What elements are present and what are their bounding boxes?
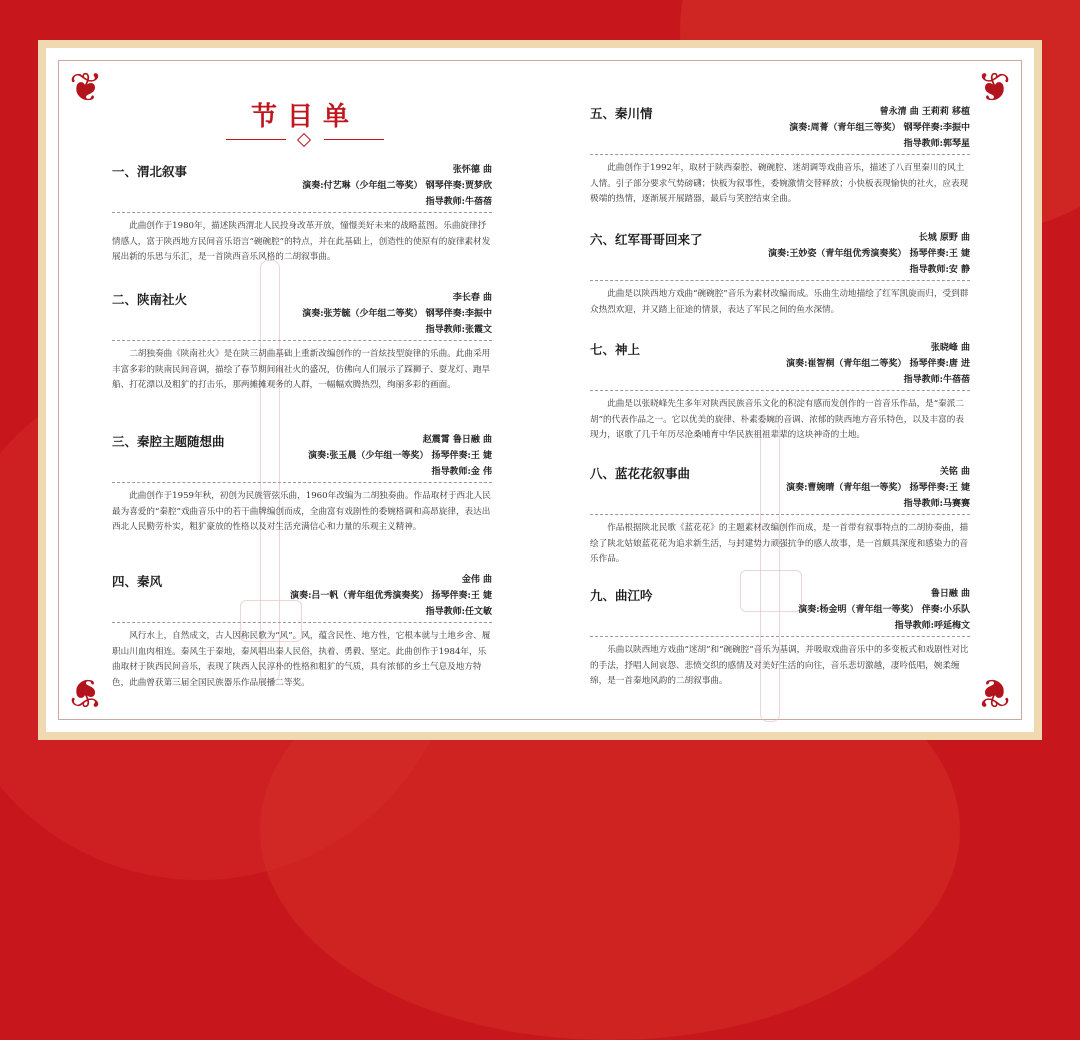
divider [590, 636, 970, 637]
page-title: 节目单 [250, 102, 359, 132]
divider [112, 340, 492, 341]
composer: 赵震霄 鲁日融 曲 [422, 435, 492, 445]
page-title-block [220, 96, 390, 145]
piece-title: 九、曲江吟 [590, 588, 653, 603]
corner-ornament-icon: ❦ [977, 669, 1011, 715]
teacher: 指导教师:牛蓓蓓 [425, 197, 492, 207]
divider [590, 280, 970, 281]
program-item [590, 230, 970, 318]
piece-description: 风行水上，自然成文，古人因称民歌为“风”。风，蕴含民性、地方性，它根本就与土地乡舍、履职山川血肉相连。秦风生于秦地，秦风唱出秦人民俗，执着、勇毅、坚定。此曲创作于1984年，乐曲取材于陕西民间音乐，表现了陕西人民淳朴的性格和粗犷的气质，具有浓郁的乡土气息及地方特色，此曲曾获第三届全国民族器乐作品展播二等奖。 [112, 631, 491, 688]
divider [112, 212, 492, 213]
composer: 李长春 曲 [452, 293, 492, 303]
corner-ornament-icon: ❦ [977, 65, 1011, 111]
composer: 长城 原野 曲 [918, 233, 970, 243]
program-item [590, 340, 970, 444]
performer: 演奏:付艺琳（少年组二等奖） 钢琴伴奏:贾梦欣 [302, 181, 492, 191]
program-item [590, 104, 970, 208]
composer: 曾永清 曲 王莉莉 移植 [879, 107, 970, 117]
teacher: 指导教师:任文敏 [425, 607, 492, 617]
performer: 演奏:张玉晨（少年组一等奖） 扬琴伴奏:王 婕 [308, 451, 492, 461]
piece-title: 一、渭北叙事 [112, 164, 188, 179]
teacher: 指导教师:张霞文 [425, 325, 492, 335]
teacher: 指导教师:呼延梅文 [894, 621, 970, 631]
divider [590, 514, 970, 515]
corner-ornament-icon: ❦ [69, 65, 103, 111]
piece-title: 七、神上 [590, 342, 641, 357]
program-item [112, 290, 492, 394]
program-item [112, 432, 492, 536]
composer: 关铭 曲 [939, 467, 970, 477]
program-item [590, 464, 970, 568]
performer: 演奏:张芳毓（少年组二等奖） 钢琴伴奏:李振中 [302, 309, 492, 319]
performer: 演奏:王妙姿（青年组优秀演奏奖） 扬琴伴奏:王 婕 [768, 249, 970, 259]
performer: 演奏:吕一帆（青年组优秀演奏奖） 扬琴伴奏:王 婕 [290, 591, 492, 601]
divider [590, 390, 970, 391]
piece-title: 二、陕南社火 [112, 292, 188, 307]
composer: 张怀德 曲 [452, 165, 492, 175]
corner-ornament-icon: ❦ [69, 669, 103, 715]
performer: 演奏:周菁（青年组三等奖） 钢琴伴奏:李振中 [789, 123, 970, 133]
piece-description: 此曲创作于1959年秋，初创为民族管弦乐曲，1960年改编为二胡独奏曲。作品取材于西北人民最为喜爱的“秦腔”戏曲音乐中的若干曲牌编创而成，全曲富有戏剧性的委婉格调和高昂旋律，表达出西北人民勤劳朴实，粗犷豪放的性格以及对生活充满信心和力量的乐观主义精神。 [112, 491, 491, 532]
teacher: 指导教师:牛蓓蓓 [903, 375, 970, 385]
divider [112, 482, 492, 483]
program-item [112, 572, 492, 691]
divider [112, 622, 492, 623]
composer: 鲁日融 曲 [930, 589, 970, 599]
performer: 演奏:崔智桐（青年组二等奖） 扬琴伴奏:唐 进 [786, 359, 970, 369]
teacher: 指导教师:郭琴星 [903, 139, 970, 149]
piece-description: 二胡独奏曲《陕南社火》是在陕三胡曲基础上重新改编创作的一首炫技型旋律的乐曲。此曲采用丰富多彩的陕南民间音调，描绘了春节期间闹社火的盛况，仿佛向人们展示了踩狮子、耍龙灯、跑旱船、打花漂以及粗犷的打击乐，那两摊摊观务的人群，一幅幅欢腾热烈，绚丽多彩的画面。 [112, 349, 491, 390]
divider [590, 154, 970, 155]
piece-title: 五、秦川情 [590, 106, 653, 121]
piece-title: 八、蓝花花叙事曲 [590, 466, 691, 481]
piece-title: 六、红军哥哥回来了 [590, 232, 703, 247]
teacher: 指导教师:安 静 [909, 265, 970, 275]
program-item [590, 586, 970, 690]
program-item [112, 162, 492, 266]
composer: 张晓峰 曲 [930, 343, 970, 353]
piece-description: 作品根据陕北民歌《蓝花花》的主题素材改编创作而成，是一首带有叙事特点的二胡协奏曲，描绘了陕北姑娘蓝花花为追求新生活，与封建势力顽强抗争的感人故事，是一首颇具深度和感染力的音乐作品。 [590, 523, 969, 564]
performer: 演奏:杨金明（青年组一等奖） 伴奏:小乐队 [798, 605, 970, 615]
teacher: 指导教师:金 伟 [431, 467, 492, 477]
title-ornament [220, 135, 390, 145]
performer: 演奏:曹婉晴（青年组一等奖） 扬琴伴奏:王 婕 [786, 483, 970, 493]
piece-description: 此曲是以张晓峰先生多年对陕西民族音乐文化的积淀有感而发创作的一首音乐作品，是“秦派二胡”的代表作品之一。它以优美的旋律、朴素委婉的音调、浓郁的陕西地方音乐特色，以及丰富的表现力，讴歌了几千年历尽沧桑哺育中华民族祖祖辈辈的这块神奇的土地。 [590, 399, 964, 440]
piece-description: 此曲创作于1992年，取材于陕西秦腔、碗碗腔、迷胡调等戏曲音乐，描述了八百里秦川的风土人情。引子部分要求气势磅礴；快板为叙事性，委婉激情交替释放；小快板表现愉快的社火，应表现极端的热情，逐渐展开展踏器，最后与笑腔结束全曲。 [590, 163, 969, 204]
composer: 金伟 曲 [461, 575, 492, 585]
teacher: 指导教师:马赛赛 [903, 499, 970, 509]
piece-description: 此曲创作于1980年，描述陕西渭北人民投身改革开放，憧憬美好未来的战略蓝图。乐曲旋律抒情感人，富于陕西地方民间音乐语言“碗碗腔”的特点，并在此基础上，创造性的使原有的旋律素材发展出新的乐思与乐汇，是一首陕西音乐风格的二胡叙事曲。 [112, 221, 491, 262]
piece-description: 此曲是以陕西地方戏曲“碗碗腔”音乐为素材改编而成。乐曲生动地描绘了红军凯旋而归，受到群众热烈欢迎，并又踏上征途的情景，表达了军民之间的鱼水深情。 [590, 289, 969, 315]
piece-title: 四、秦风 [112, 574, 163, 589]
piece-title: 三、秦腔主题随想曲 [112, 434, 225, 449]
piece-description: 乐曲以陕西地方戏曲“迷胡”和“碗碗腔”音乐为基调，并吸取戏曲音乐中的多变板式和戏剧性对比的手法，抒唱人间哀怨、悲愤交织的感情及对美好生活的向往，音乐悲切激越，凄吟低唱，婉柔缠绵，是一首秦地风韵的二胡叙事曲。 [590, 645, 969, 686]
